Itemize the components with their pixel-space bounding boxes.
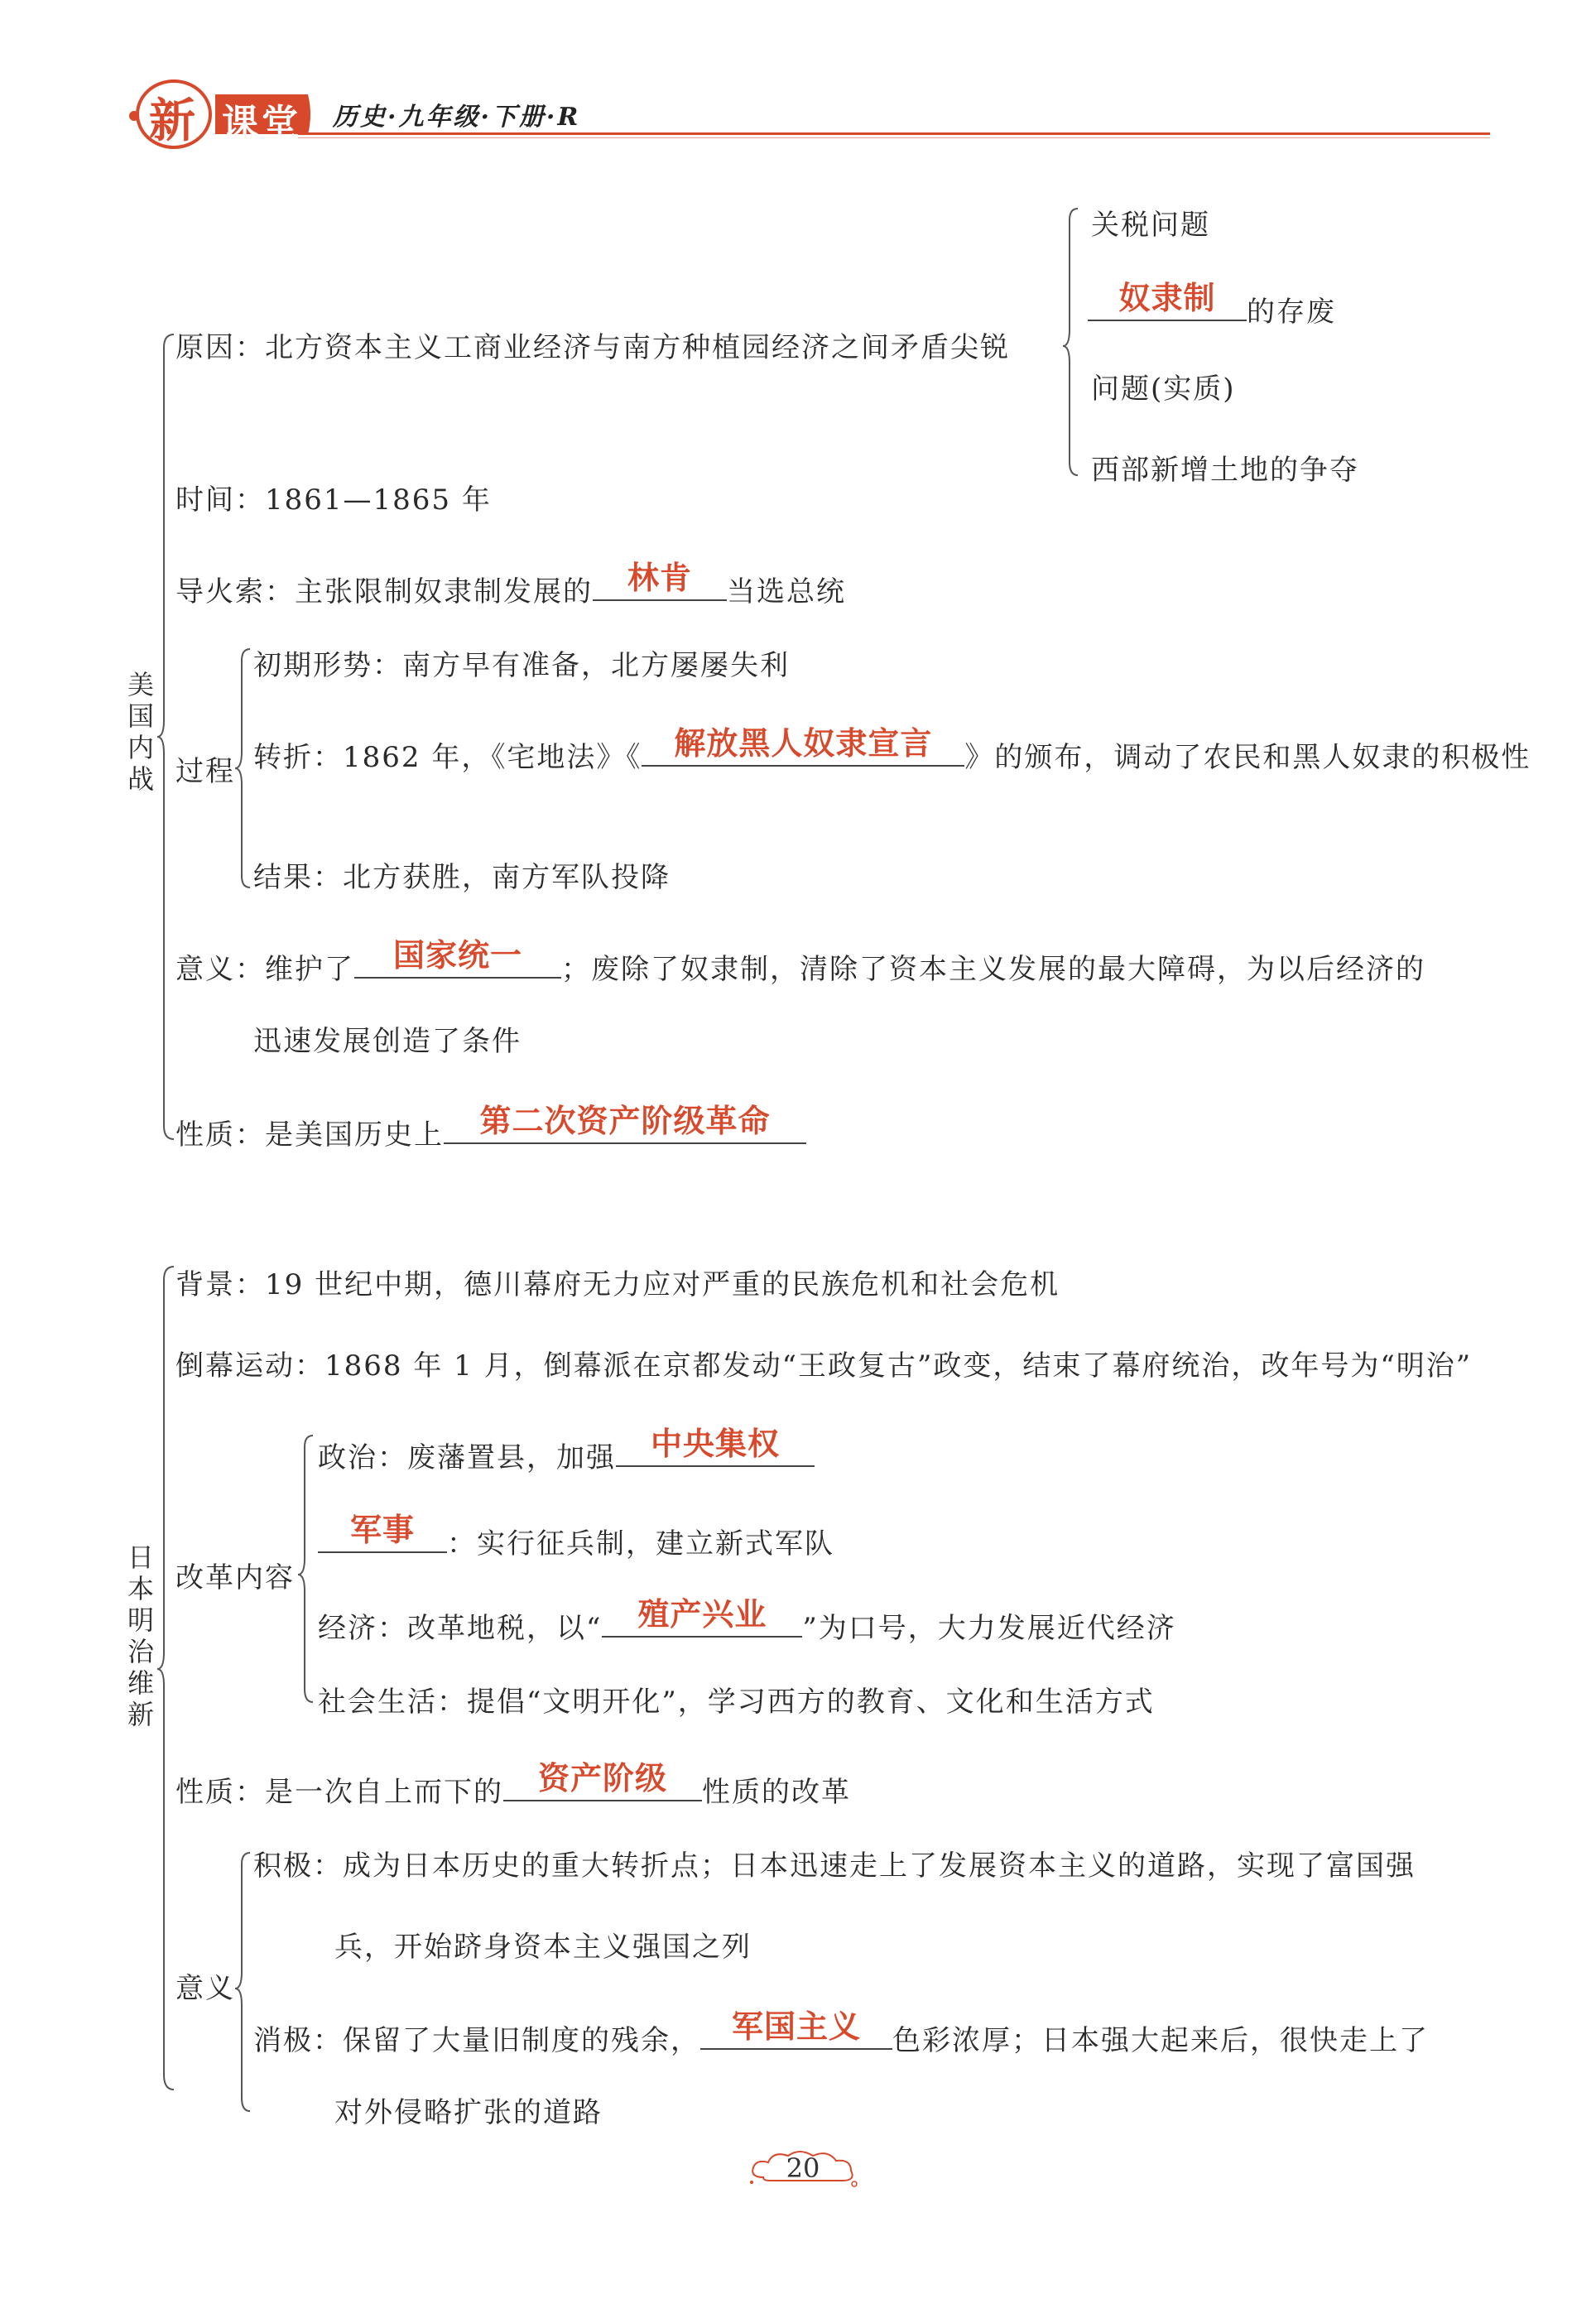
page-number-badge: [745, 2144, 861, 2194]
meiji-label: 日本明治维新: [127, 1541, 154, 1730]
economy-suffix: ”为口号，大力发展近代经济: [802, 1612, 1176, 1645]
fuse-prefix: 导火索：主张限制奴隶制发展的: [175, 575, 593, 608]
turn-answer-blank: [642, 725, 964, 767]
meaning-prefix: 意义：维护了: [175, 953, 354, 986]
meaning-answer: 国家统一: [392, 937, 522, 974]
us-meaning-line2: 迅速发展创造了条件: [253, 1025, 522, 1058]
nature-prefix: 性质：是美国历史上: [175, 1118, 444, 1152]
meiji-positive-line2: 兵，开始跻身资本主义强国之列: [334, 1931, 752, 1964]
slavery-answer: 奴隶制: [1118, 280, 1216, 316]
cause-tariff: 关税问题: [1091, 209, 1210, 242]
us-time: 时间：1861—1865 年: [175, 483, 492, 517]
politics-answer: 中央集权: [650, 1426, 780, 1462]
reform-politics: [318, 1426, 815, 1476]
meiji-negative: [253, 2008, 1429, 2059]
process-early: 初期形势：南方早有准备，北方屡屡失利: [253, 649, 790, 682]
slavery-answer-blank: [1088, 280, 1247, 321]
cause-slavery: [1088, 280, 1336, 330]
us-fuse: [175, 560, 846, 610]
meiji-meaning-label: 意义: [175, 1972, 235, 2005]
reform-label: 改革内容: [175, 1561, 295, 1594]
cause-slavery-line2: 问题(实质): [1091, 373, 1236, 406]
header-title: 历史·九年级·下册·R: [333, 103, 581, 132]
military-answer-blank: [318, 1512, 447, 1553]
meiji-nature-prefix: 性质：是一次自上而下的: [175, 1776, 503, 1809]
logo-char-1: 新: [149, 94, 195, 148]
logo-char-3: 堂: [262, 102, 298, 144]
turn-answer: 解放黑人奴隶宣言: [674, 725, 933, 762]
negative-prefix: 消极：保留了大量旧制度的残余，: [253, 2024, 700, 2057]
negative-suffix: 色彩浓厚；日本强大起来后，很快走上了: [892, 2024, 1429, 2057]
turn-prefix: 转折：1862 年，《宅地法》《: [253, 741, 642, 774]
nature-answer: 第二次资产阶级革命: [479, 1103, 771, 1139]
politics-answer-blank: [616, 1426, 815, 1467]
meaning-answer-blank: [354, 937, 561, 979]
meiji-positive-line1: 积极：成为日本历史的重大转折点；日本迅速走上了发展资本主义的道路，实现了富国强: [253, 1849, 1416, 1883]
politics-prefix: 政治：废藩置县，加强: [318, 1441, 616, 1474]
military-suffix: ：实行征兵制，建立新式军队: [447, 1527, 834, 1561]
meiji-overthrow: 倒幕运动：1868 年 1 月，倒幕派在京都发动“王政复古”政变，结束了幕府统治，改年号为“明治”: [175, 1349, 1473, 1383]
negative-answer-blank: [700, 2008, 892, 2050]
us-nature: [175, 1103, 806, 1153]
cause-brace: [1061, 205, 1086, 479]
reform-economy: [318, 1596, 1176, 1647]
us-civil-war-brace: [157, 331, 207, 1142]
logo-char-2: 课: [222, 102, 258, 144]
meiji-nature-answer: 资产阶级: [537, 1760, 667, 1796]
brand-logo: [124, 76, 315, 151]
header-rule-thin: [298, 137, 1490, 138]
meiji-negative-line2: 对外侵略扩张的道路: [334, 2096, 603, 2129]
turn-suffix: 》的颁布，调动了农民和黑人奴隶的积极性: [964, 741, 1531, 774]
header-rule: [298, 132, 1490, 135]
meiji-meaning-brace: [233, 1849, 258, 2114]
slavery-suffix: 的存废: [1247, 296, 1336, 329]
meiji-background: 背景：19 世纪中期，德川幕府无力应对严重的民族危机和社会危机: [175, 1268, 1060, 1301]
fuse-answer: 林肯: [627, 560, 692, 596]
meiji-nature-suffix: 性质的改革: [702, 1776, 851, 1809]
us-cause: 原因：北方资本主义工商业经济与南方种植园经济之间矛盾尖锐: [175, 331, 1010, 364]
negative-answer: 军国主义: [731, 2008, 861, 2045]
meiji-nature-answer-blank: [503, 1760, 702, 1801]
fuse-suffix: 当选总统: [727, 575, 846, 608]
economy-answer-blank: [602, 1596, 802, 1638]
process-result: 结果：北方获胜，南方军队投降: [253, 861, 671, 894]
nature-answer-blank: [444, 1103, 806, 1144]
process-turn: [253, 725, 1531, 776]
us-civil-war-label: 美国内战: [127, 669, 154, 795]
page-number: 20: [786, 2152, 820, 2184]
reform-military: [318, 1512, 834, 1562]
process-label: 过程: [175, 755, 235, 788]
economy-prefix: 经济：改革地税，以“: [318, 1612, 603, 1645]
economy-answer: 殖产兴业: [637, 1596, 767, 1633]
cause-west: 西部新增土地的争夺: [1091, 454, 1359, 487]
reform-social: 社会生活：提倡“文明开化”，学习西方的教育、文化和生活方式: [318, 1686, 1155, 1719]
us-meaning: [175, 937, 1425, 988]
military-answer: 军事: [349, 1512, 415, 1548]
meiji-nature: [175, 1760, 851, 1811]
meaning-suffix: ；废除了奴隶制，清除了资本主义发展的最大障碍，为以后经济的: [561, 953, 1425, 986]
fuse-answer-blank: [593, 560, 727, 601]
